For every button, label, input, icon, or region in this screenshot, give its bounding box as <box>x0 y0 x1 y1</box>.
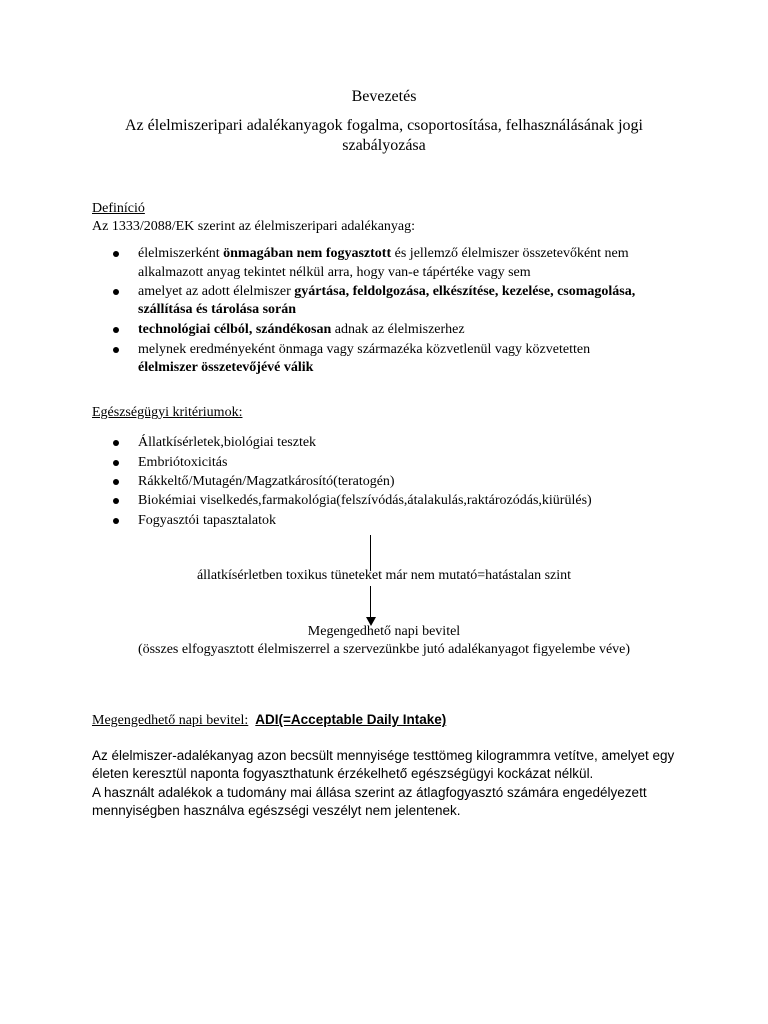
flow-result-note: (összes elfogyasztott élelmiszerrel a szervezünkbe jutó adalékanyagot figyelembe véve) <box>137 642 631 657</box>
bullet-icon <box>113 498 119 504</box>
definition-item-1-cont: alkalmazott anyag tekintet nélkül arra, hogy van-e tápértéke vagy sem <box>138 265 531 280</box>
bullet-icon <box>113 251 119 257</box>
bullet-icon <box>113 289 119 295</box>
adi-paragraph-2-line-1: A használt adalékok a tudomány mai állása szerint az átlagfogyasztó számára engedélyezett <box>92 785 647 800</box>
adi-paragraph-2-line-2: mennyiségben használva egészségi veszélyt nem jelentenek. <box>92 803 461 818</box>
flow-middle-text: állatkísérletben toxikus tüneteket már nem mutató=hatástalan szint <box>196 568 572 583</box>
subtitle-line-2: szabályozása <box>342 137 426 154</box>
health-item-4: Biokémiai viselkedés,farmakológia(felszívódás,átalakulás,raktározódás,kiürülés) <box>138 493 592 508</box>
flow-line-top <box>370 535 371 571</box>
page-title: Bevezetés <box>351 88 417 105</box>
definition-intro: Az 1333/2088/EK szerint az élelmiszeripari adalékanyag: <box>92 219 416 234</box>
bullet-icon <box>113 440 119 446</box>
definition-item-1: élelmiszerként önmagában nem fogyasztott és jellemző élelmiszer összetevőként nem <box>138 246 629 261</box>
health-item-1: Állatkísérletek,biológiai tesztek <box>138 435 317 450</box>
definition-item-4-cont: élelmiszer összetevőjévé válik <box>138 360 314 375</box>
bullet-icon <box>113 460 119 466</box>
adi-paragraph-1-line-1: Az élelmiszer-adalékanyag azon becsült mennyisége testtömeg kilogrammra vetítve, amelyet egy <box>92 748 675 763</box>
flow-result-title: Megengedhető napi bevitel <box>307 624 461 639</box>
health-heading: Egészségügyi kritériumok: <box>92 405 243 420</box>
bullet-icon <box>113 518 119 524</box>
definition-item-4: melynek eredményeként önmaga vagy származéka közvetlenül vagy közvetetten <box>138 342 591 357</box>
definition-item-2-cont: szállítása és tárolása során <box>138 302 297 317</box>
definition-item-2: amelyet az adott élelmiszer gyártása, feldolgozása, elkészítése, kezelése, csomagolása, <box>138 284 636 299</box>
definition-heading: Definíció <box>92 201 145 216</box>
bullet-icon <box>113 479 119 485</box>
flow-line-bottom <box>370 586 371 618</box>
bullet-icon <box>113 327 119 333</box>
health-item-2: Embriótoxicitás <box>138 455 228 470</box>
subtitle-line-1: Az élelmiszeripari adalékanyagok fogalma, csoportosítása, felhasználásának jogi <box>124 117 643 134</box>
adi-paragraph-1-line-2: életen keresztül naponta fogyaszthatunk érzékelhető egészségügyi kockázat nélkül. <box>92 766 594 781</box>
health-item-3: Rákkeltő/Mutagén/Magzatkárosító(teratogén) <box>138 474 395 489</box>
health-item-5: Fogyasztói tapasztalatok <box>138 513 277 528</box>
definition-item-3: technológiai célból, szándékosan adnak az élelmiszerhez <box>138 322 465 337</box>
adi-heading: Megengedhető napi bevitel: ADI(=Acceptable Daily Intake) <box>92 712 447 728</box>
bullet-icon <box>113 347 119 353</box>
